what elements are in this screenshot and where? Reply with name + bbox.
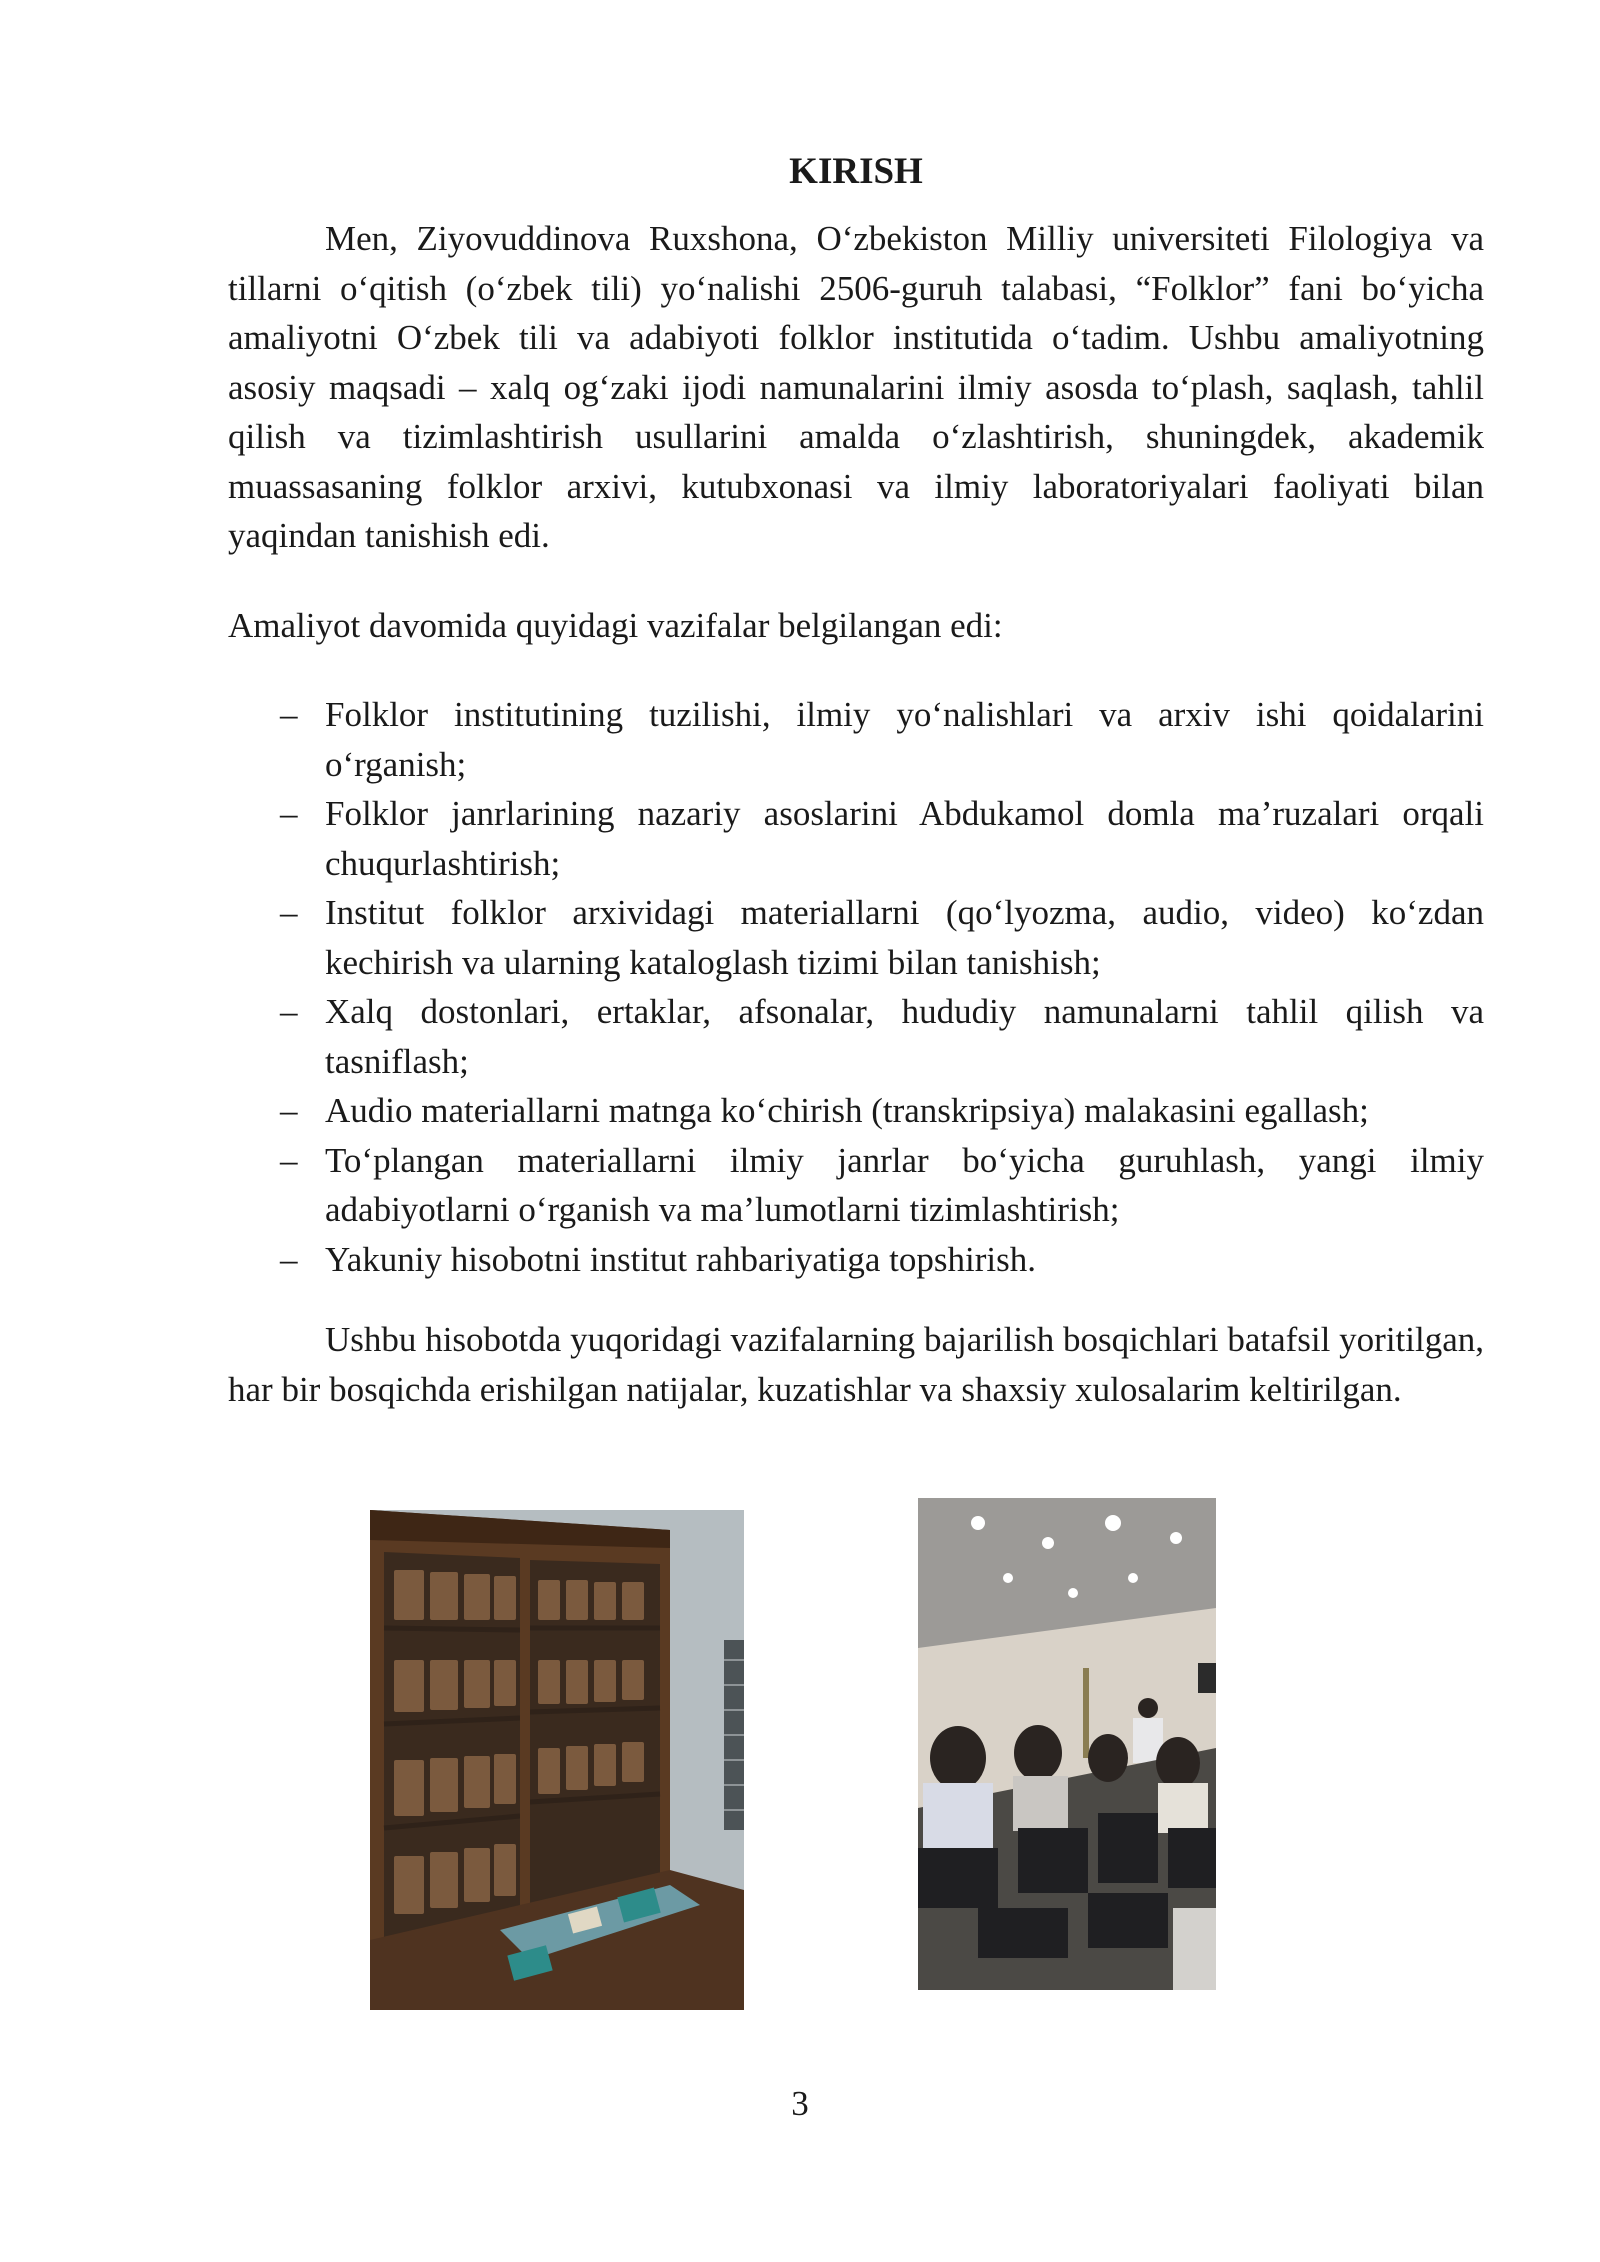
list-item-text: Yakuniy hisobotni institut rahbariyatiga topshirish. [325, 1239, 1037, 1279]
list-item [228, 888, 1484, 987]
list-item [228, 987, 1484, 1086]
wall-frame [1198, 1663, 1216, 1693]
lecture-hall-photo [918, 1498, 1216, 1990]
bullet-dash: – [280, 1140, 298, 1180]
lecture-hall-image [918, 1498, 1216, 1990]
bullet-dash: – [280, 1091, 298, 1130]
page-content [228, 145, 1484, 1414]
bullet-dash: – [280, 992, 298, 1031]
bullet-dash: – [280, 695, 298, 734]
list-item [228, 1136, 1484, 1235]
cabinet-divider [520, 1556, 530, 1934]
foreground-figure [1173, 1908, 1216, 1990]
task-list [228, 690, 1484, 1284]
list-item [228, 1235, 1484, 1285]
list-item-text: Folklor janrlarining nazariy asoslarini Abdukamol domla ma’ruzalari orqali chuqurlashtirish; [325, 794, 1484, 883]
window-blind [724, 1640, 744, 1830]
list-item-text: Audio materiallarni matnga ko‘chirish (transkripsiya) malakasini egallash; [325, 1091, 1369, 1130]
bullet-dash: – [280, 794, 298, 833]
list-item-text: Xalq dostonlari, ertaklar, afsonalar, hududiy namunalarni tahlil qilish va tasniflash; [325, 992, 1484, 1081]
bullet-dash: – [280, 1239, 298, 1279]
flag-pole [1083, 1668, 1089, 1758]
list-item [228, 789, 1484, 888]
list-item-text: To‘plangan materiallarni ilmiy janrlar bo‘yicha guruhlash, yangi ilmiy adabiyotlarni o‘rganish va ma’lumotlarni tizimlashtirish; [325, 1140, 1484, 1229]
page-number: 3 [791, 2084, 809, 2123]
intro-paragraph: Men, Ziyovuddinova Ruxshona, O‘zbekiston Milliy universiteti Filologiya va tillarni o‘qitish (o‘zbek tili) yo‘nalishi 2506-guruh talabasi, “Folklor” fani bo‘yicha amaliyotni O‘zbek tili va adabiyoti folklor institutida o‘tadim. Ushbu amaliyotning asosiy maqsadi – xalq og‘zaki ijodi namunalarini ilmiy asosda to‘plash, saqlash, tahlil qilish va tizimlashtirish usullarini amalda o‘zlashtirish, shuningdek, akademik muassasaning folklor arxivi, kutubxonasi va ilmiy laboratoriyalari faoliyati bilan yaqindan tanishish edi. [228, 219, 1484, 555]
list-item [228, 1086, 1484, 1136]
section-heading: KIRISH [789, 151, 923, 192]
bookcase-image [370, 1510, 744, 2010]
archive-bookcase-photo [370, 1510, 744, 2010]
list-item-text: Institut folklor arxividagi materiallarni (qo‘lyozma, audio, video) ko‘zdan kechirish va ularning kataloglash tizimi bilan tanishish; [325, 893, 1484, 982]
list-item [228, 690, 1484, 789]
outro-paragraph: Ushbu hisobotda yuqoridagi vazifalarning bajarilish bosqichlari batafsil yoritilgan, har bir bosqichda erishilgan natijalar, kuzatishlar va shaxsiy xulosalarim keltirilgan. [228, 1320, 1484, 1409]
list-item-text: Folklor institutining tuzilishi, ilmiy yo‘nalishlari va arxiv ishi qoidalarini o‘rganish; [325, 695, 1484, 784]
tasks-intro: Amaliyot davomida quyidagi vazifalar belgilangan edi: [228, 605, 1003, 645]
bullet-dash: – [280, 893, 298, 932]
